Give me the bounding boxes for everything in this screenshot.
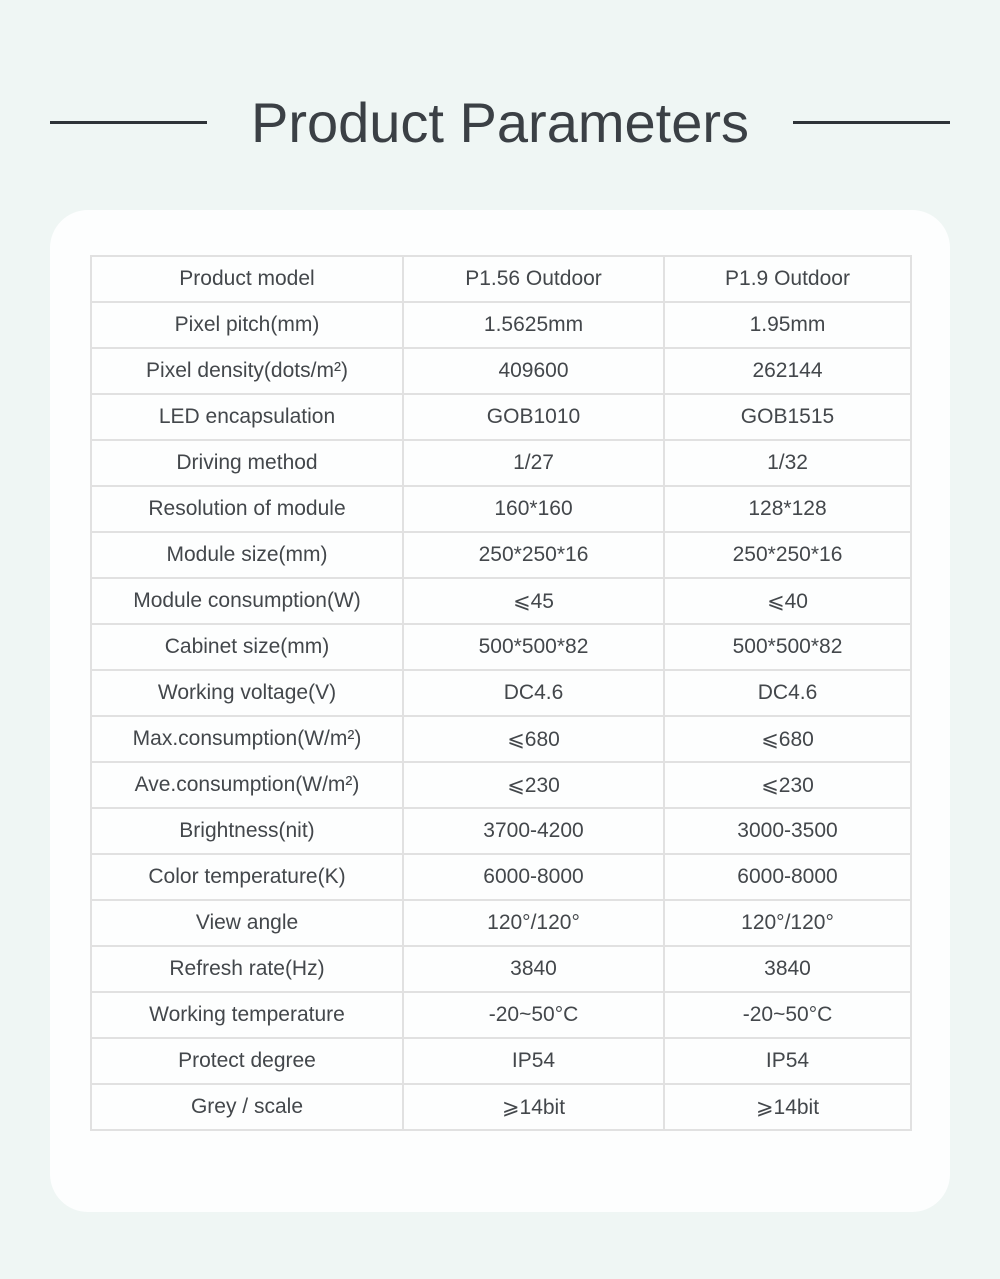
column-header-p19-outdoor: P1.9 Outdoor — [664, 256, 911, 302]
param-label: Pixel pitch(mm) — [91, 302, 403, 348]
table-row — [91, 486, 911, 532]
table-row — [91, 532, 911, 578]
param-value-p19: ⩽230 — [664, 762, 911, 808]
param-value-p19: GOB1515 — [664, 394, 911, 440]
param-value-p156: IP54 — [403, 1038, 664, 1084]
title-line-right — [793, 121, 950, 124]
table-row — [91, 946, 911, 992]
param-value-p156: GOB1010 — [403, 394, 664, 440]
table-row — [91, 394, 911, 440]
param-value-p156: 160*160 — [403, 486, 664, 532]
param-value-p156: ⩾14bit — [403, 1084, 664, 1130]
param-value-p156: -20~50°C — [403, 992, 664, 1038]
param-label: Module size(mm) — [91, 532, 403, 578]
param-label: LED encapsulation — [91, 394, 403, 440]
param-value-p156: ⩽230 — [403, 762, 664, 808]
param-value-p19: ⩽40 — [664, 578, 911, 624]
table-row — [91, 670, 911, 716]
param-label: Grey / scale — [91, 1084, 403, 1130]
param-value-p156: 6000-8000 — [403, 854, 664, 900]
table-row — [91, 992, 911, 1038]
table-row — [91, 900, 911, 946]
param-value-p156: 250*250*16 — [403, 532, 664, 578]
param-value-p19: 6000-8000 — [664, 854, 911, 900]
param-value-p156: ⩽680 — [403, 716, 664, 762]
page-header — [0, 88, 1000, 156]
spec-table — [90, 255, 912, 1131]
column-header-product-model: Product model — [91, 256, 403, 302]
param-label: Brightness(nit) — [91, 808, 403, 854]
param-value-p156: 500*500*82 — [403, 624, 664, 670]
spec-card — [50, 210, 950, 1212]
table-row — [91, 716, 911, 762]
param-label: Refresh rate(Hz) — [91, 946, 403, 992]
param-value-p19: ⩽680 — [664, 716, 911, 762]
table-header-row — [91, 256, 911, 302]
param-value-p19: 262144 — [664, 348, 911, 394]
param-value-p19: 1.95mm — [664, 302, 911, 348]
param-label: Pixel density(dots/m²) — [91, 348, 403, 394]
table-row — [91, 302, 911, 348]
param-label: Cabinet size(mm) — [91, 624, 403, 670]
table-row — [91, 348, 911, 394]
param-value-p19: -20~50°C — [664, 992, 911, 1038]
column-header-p156-outdoor: P1.56 Outdoor — [403, 256, 664, 302]
param-label: Color temperature(K) — [91, 854, 403, 900]
table-row — [91, 808, 911, 854]
param-label: Working temperature — [91, 992, 403, 1038]
param-value-p156: 1.5625mm — [403, 302, 664, 348]
param-value-p19: 3840 — [664, 946, 911, 992]
param-label: View angle — [91, 900, 403, 946]
param-value-p19: DC4.6 — [664, 670, 911, 716]
table-row — [91, 578, 911, 624]
param-label: Resolution of module — [91, 486, 403, 532]
param-value-p156: 409600 — [403, 348, 664, 394]
param-value-p19: IP54 — [664, 1038, 911, 1084]
param-label: Max.consumption(W/m²) — [91, 716, 403, 762]
table-row — [91, 854, 911, 900]
param-value-p19: 120°/120° — [664, 900, 911, 946]
param-label: Protect degree — [91, 1038, 403, 1084]
page-title: Product Parameters — [251, 90, 749, 154]
table-row — [91, 762, 911, 808]
param-label: Driving method — [91, 440, 403, 486]
table-row — [91, 624, 911, 670]
param-value-p19: 250*250*16 — [664, 532, 911, 578]
table-row — [91, 1084, 911, 1130]
title-line-left — [50, 121, 207, 124]
param-label: Working voltage(V) — [91, 670, 403, 716]
param-value-p19: 500*500*82 — [664, 624, 911, 670]
table-row — [91, 440, 911, 486]
param-value-p19: ⩾14bit — [664, 1084, 911, 1130]
param-value-p19: 3000-3500 — [664, 808, 911, 854]
param-label: Ave.consumption(W/m²) — [91, 762, 403, 808]
param-label: Module consumption(W) — [91, 578, 403, 624]
param-value-p19: 1/32 — [664, 440, 911, 486]
param-value-p19: 128*128 — [664, 486, 911, 532]
param-value-p156: 3840 — [403, 946, 664, 992]
param-value-p156: 3700-4200 — [403, 808, 664, 854]
param-value-p156: ⩽45 — [403, 578, 664, 624]
param-value-p156: 120°/120° — [403, 900, 664, 946]
table-row — [91, 1038, 911, 1084]
param-value-p156: 1/27 — [403, 440, 664, 486]
param-value-p156: DC4.6 — [403, 670, 664, 716]
